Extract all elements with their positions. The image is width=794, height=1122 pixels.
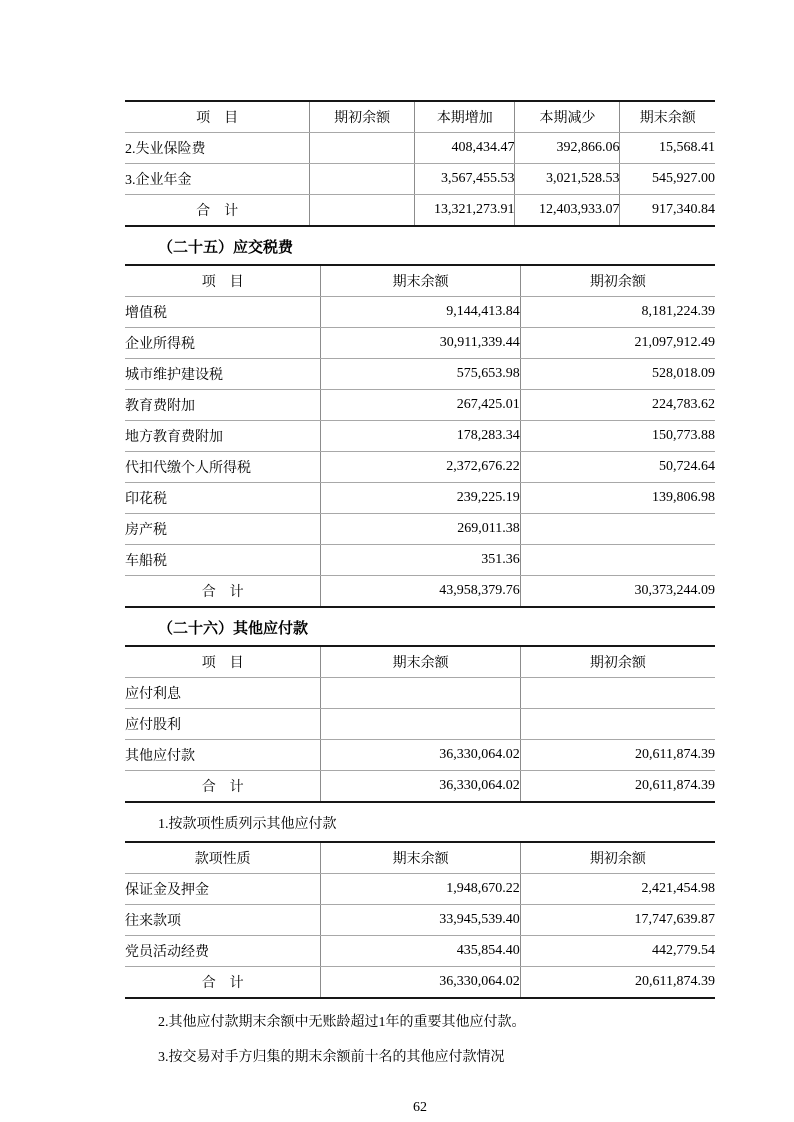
item-cell: 合 计 xyxy=(125,967,321,999)
payables-by-nature-table xyxy=(125,841,715,999)
value-cell: 178,283.34 xyxy=(321,421,520,452)
value-cell: 1,948,670.22 xyxy=(321,874,520,905)
value-cell: 9,144,413.84 xyxy=(321,297,520,328)
taxes-payable-table xyxy=(125,264,715,608)
value-cell: 351.36 xyxy=(321,545,520,576)
social-insurance-continuation-table xyxy=(125,100,715,227)
item-cell: 其他应付款 xyxy=(125,740,321,771)
value-cell xyxy=(321,709,520,740)
table-row xyxy=(125,874,715,905)
item-cell: 往来款项 xyxy=(125,905,321,936)
value-cell xyxy=(520,545,715,576)
item-cell: 保证金及押金 xyxy=(125,874,321,905)
table-row xyxy=(125,709,715,740)
value-cell: 12,403,933.07 xyxy=(515,195,620,227)
table-header-row xyxy=(125,842,715,874)
table-row xyxy=(125,328,715,359)
value-cell xyxy=(310,164,415,195)
table-row xyxy=(125,133,715,164)
item-cell: 合 计 xyxy=(125,576,321,608)
value-cell: 239,225.19 xyxy=(321,483,520,514)
value-cell xyxy=(520,709,715,740)
value-cell: 36,330,064.02 xyxy=(321,771,520,803)
value-cell: 30,911,339.44 xyxy=(321,328,520,359)
value-cell: 224,783.62 xyxy=(520,390,715,421)
value-cell: 20,611,874.39 xyxy=(520,771,715,803)
value-cell: 20,611,874.39 xyxy=(520,740,715,771)
value-cell: 2,372,676.22 xyxy=(321,452,520,483)
table-row xyxy=(125,483,715,514)
other-payables-table xyxy=(125,645,715,803)
value-cell xyxy=(520,514,715,545)
header-cell: 项 目 xyxy=(125,646,321,678)
table-row xyxy=(125,164,715,195)
value-cell: 17,747,639.87 xyxy=(520,905,715,936)
value-cell: 43,958,379.76 xyxy=(321,576,520,608)
section-26-heading: （二十六）其他应付款 xyxy=(158,621,309,637)
value-cell xyxy=(310,195,415,227)
table-row xyxy=(125,740,715,771)
header-cell: 期末余额 xyxy=(321,842,520,874)
header-cell: 本期增加 xyxy=(415,101,515,133)
value-cell: 15,568.41 xyxy=(620,133,715,164)
item-cell: 3.企业年金 xyxy=(125,164,310,195)
header-cell: 期末余额 xyxy=(321,265,520,297)
table-row xyxy=(125,545,715,576)
value-cell xyxy=(321,678,520,709)
table-row xyxy=(125,359,715,390)
table-row xyxy=(125,514,715,545)
item-cell: 车船税 xyxy=(125,545,321,576)
table-row xyxy=(125,936,715,967)
note-top-ten-payables: 3.按交易对手方归集的期末余额前十名的其他应付款情况 xyxy=(158,1050,505,1065)
total-row xyxy=(125,576,715,608)
value-cell: 408,434.47 xyxy=(415,133,515,164)
value-cell: 917,340.84 xyxy=(620,195,715,227)
table-row xyxy=(125,390,715,421)
value-cell: 528,018.09 xyxy=(520,359,715,390)
item-cell: 地方教育费附加 xyxy=(125,421,321,452)
value-cell: 33,945,539.40 xyxy=(321,905,520,936)
section-25-heading: （二十五）应交税费 xyxy=(158,240,294,256)
header-cell: 期初余额 xyxy=(520,842,715,874)
table-row xyxy=(125,297,715,328)
header-cell: 本期减少 xyxy=(515,101,620,133)
page-content xyxy=(125,100,715,1116)
total-row xyxy=(125,195,715,227)
value-cell: 150,773.88 xyxy=(520,421,715,452)
value-cell: 442,779.54 xyxy=(520,936,715,967)
value-cell: 30,373,244.09 xyxy=(520,576,715,608)
item-cell: 应付股利 xyxy=(125,709,321,740)
total-row xyxy=(125,967,715,999)
value-cell: 269,011.38 xyxy=(321,514,520,545)
value-cell: 13,321,273.91 xyxy=(415,195,515,227)
table-header-row xyxy=(125,101,715,133)
header-cell: 期初余额 xyxy=(520,646,715,678)
item-cell: 合 计 xyxy=(125,195,310,227)
value-cell: 267,425.01 xyxy=(321,390,520,421)
value-cell: 545,927.00 xyxy=(620,164,715,195)
header-cell: 项 目 xyxy=(125,265,321,297)
value-cell: 36,330,064.02 xyxy=(321,967,520,999)
value-cell: 2,421,454.98 xyxy=(520,874,715,905)
item-cell: 企业所得税 xyxy=(125,328,321,359)
table-row xyxy=(125,452,715,483)
value-cell: 139,806.98 xyxy=(520,483,715,514)
header-cell: 期初余额 xyxy=(310,101,415,133)
value-cell: 50,724.64 xyxy=(520,452,715,483)
value-cell: 36,330,064.02 xyxy=(321,740,520,771)
table-row xyxy=(125,678,715,709)
value-cell: 8,181,224.39 xyxy=(520,297,715,328)
value-cell: 20,611,874.39 xyxy=(520,967,715,999)
item-cell: 房产税 xyxy=(125,514,321,545)
header-cell: 期初余额 xyxy=(520,265,715,297)
page-number: 62 xyxy=(413,1100,427,1115)
item-cell: 合 计 xyxy=(125,771,321,803)
header-cell: 项 目 xyxy=(125,101,310,133)
value-cell: 21,097,912.49 xyxy=(520,328,715,359)
total-row xyxy=(125,771,715,803)
item-cell: 2.失业保险费 xyxy=(125,133,310,164)
value-cell: 3,021,528.53 xyxy=(515,164,620,195)
item-cell: 印花税 xyxy=(125,483,321,514)
value-cell: 575,653.98 xyxy=(321,359,520,390)
item-cell: 应付利息 xyxy=(125,678,321,709)
note-payables-by-nature: 1.按款项性质列示其他应付款 xyxy=(158,817,337,832)
value-cell: 3,567,455.53 xyxy=(415,164,515,195)
table-row xyxy=(125,905,715,936)
item-cell: 党员活动经费 xyxy=(125,936,321,967)
table-row xyxy=(125,421,715,452)
header-cell: 款项性质 xyxy=(125,842,321,874)
item-cell: 教育费附加 xyxy=(125,390,321,421)
header-cell: 期末余额 xyxy=(321,646,520,678)
value-cell: 435,854.40 xyxy=(321,936,520,967)
header-cell: 期末余额 xyxy=(620,101,715,133)
value-cell xyxy=(520,678,715,709)
note-no-aged-payables: 2.其他应付款期末余额中无账龄超过1年的重要其他应付款。 xyxy=(158,1015,526,1030)
item-cell: 增值税 xyxy=(125,297,321,328)
item-cell: 代扣代缴个人所得税 xyxy=(125,452,321,483)
table-header-row xyxy=(125,646,715,678)
value-cell xyxy=(310,133,415,164)
table-header-row xyxy=(125,265,715,297)
item-cell: 城市维护建设税 xyxy=(125,359,321,390)
value-cell: 392,866.06 xyxy=(515,133,620,164)
